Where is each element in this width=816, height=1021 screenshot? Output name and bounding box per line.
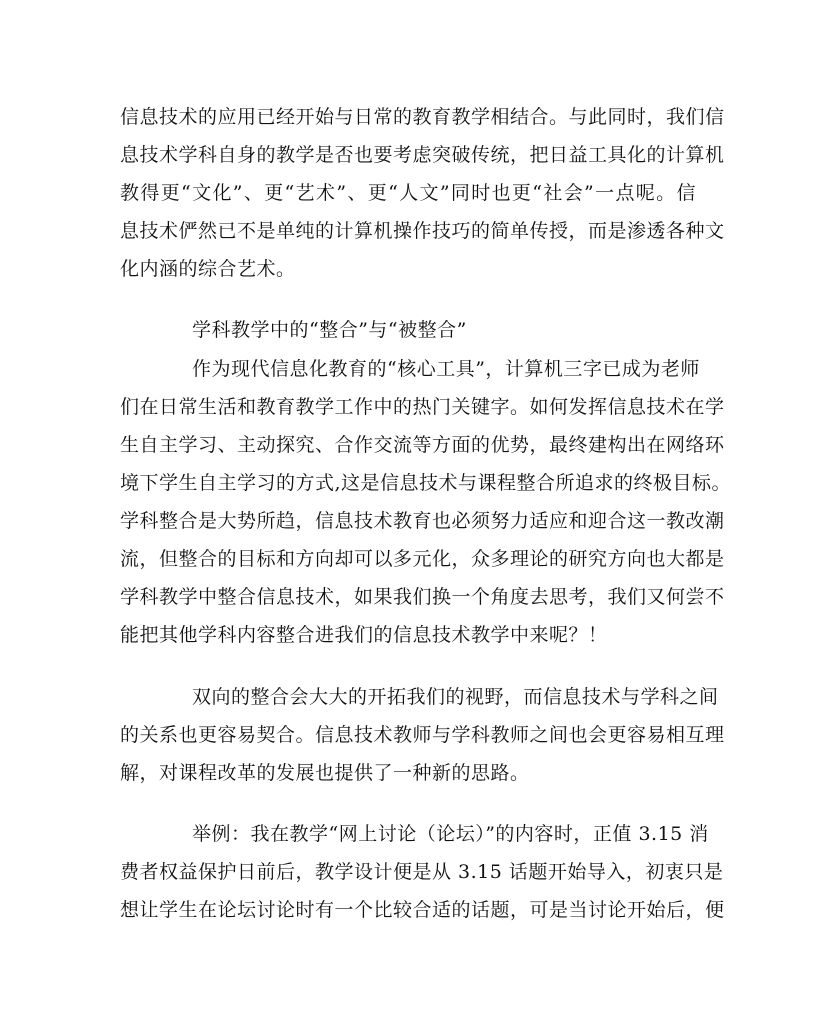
paragraph-line: 解，对课程改革的发展也提供了一种新的思路。 <box>120 762 530 784</box>
paragraph-line: 双向的整合会大大的开拓我们的视野，而信息技术与学科之间 <box>192 686 719 708</box>
paragraph-line: 们在日常生活和教育教学工作中的热门关键字。如何发挥信息技术在学 <box>120 396 725 418</box>
paragraph-line: 能把其他学科内容整合进我们的信息技术教学中来呢？！ <box>120 624 608 646</box>
paragraph-line: 想让学生在论坛讨论时有一个比较合适的话题，可是当讨论开始后，便 <box>120 899 725 921</box>
paragraph-line: 费者权益保护日前后，教学设计便是从 3.15 话题开始导入，初衷只是 <box>120 861 724 883</box>
paragraph-line: 举例：我在教学“网上讨论（论坛）”的内容时，正值 3.15 消 <box>192 823 709 845</box>
paragraph-line: 流，但整合的目标和方向却可以多元化，众多理论的研究方向也大都是 <box>120 548 725 570</box>
paragraph-line: 的关系也更容易契合。信息技术教师与学科教师之间也会更容易相互理 <box>120 724 725 746</box>
paragraph-line: 境下学生自主学习的方式,这是信息技术与课程整合所追求的终极目标。 <box>120 472 732 494</box>
paragraph-line: 息技术学科自身的教学是否也要考虑突破传统，把日益工具化的计算机 <box>120 144 725 166</box>
paragraph-line: 生自主学习、主动探究、合作交流等方面的优势，最终建构出在网络环 <box>120 434 725 456</box>
paragraph-line: 教得更“文化”、更“艺术”、更“人文”同时也更“社会”一点呢。信 <box>120 182 696 204</box>
section-heading: 学科教学中的“整合”与“被整合” <box>192 319 467 341</box>
paragraph-line: 学科整合是大势所趋，信息技术教育也必须努力适应和迎合这一教改潮 <box>120 510 725 532</box>
paragraph-line: 作为现代信息化教育的“核心工具”，计算机三字已成为老师 <box>192 358 700 380</box>
paragraph-line: 信息技术的应用已经开始与日常的教育教学相结合。与此同时，我们信 <box>120 106 725 128</box>
paragraph-line: 化内涵的综合艺术。 <box>120 258 296 280</box>
paragraph-line: 息技术俨然已不是单纯的计算机操作技巧的简单传授，而是渗透各种文 <box>120 220 725 242</box>
paragraph-line: 学科教学中整合信息技术，如果我们换一个角度去思考，我们又何尝不 <box>120 586 725 608</box>
